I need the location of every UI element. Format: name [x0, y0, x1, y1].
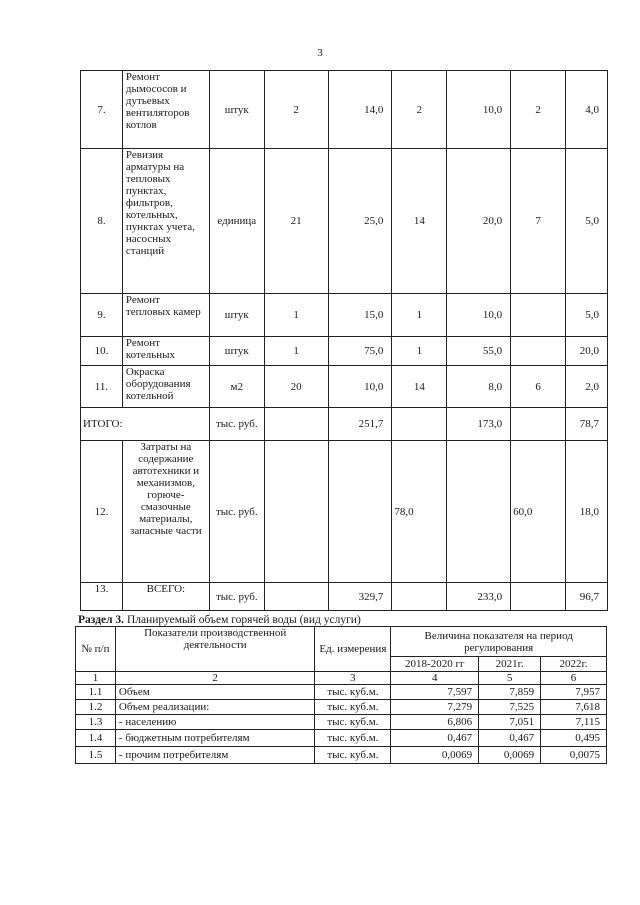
row-number: 1.3	[76, 715, 116, 730]
qty-2021: 1	[392, 294, 447, 337]
cost-2021: 8,0	[447, 366, 511, 408]
value-2022: 7,618	[541, 700, 607, 715]
qty-total: 2	[264, 71, 328, 149]
header-year: 2021г.	[479, 657, 541, 672]
cost-2021: 173,0	[447, 408, 511, 441]
qty-2022	[511, 294, 566, 337]
row-number: 13.	[81, 583, 123, 611]
row-number: 12.	[81, 441, 123, 583]
table-row	[76, 730, 607, 747]
indicator-name: - бюджетным потребителям	[115, 730, 315, 747]
cost-2022: 96,7	[566, 583, 608, 611]
table-row	[81, 294, 608, 337]
value-2018-2020: 0,467	[391, 730, 479, 747]
unit: м2	[209, 366, 264, 408]
indicator-name: Объем реализации:	[115, 700, 315, 715]
qty-2022: 2	[511, 71, 566, 149]
colnum-row	[76, 672, 607, 685]
work-name: Ремонт тепловых камер	[122, 294, 209, 337]
table-row	[81, 149, 608, 294]
table-row	[81, 441, 608, 583]
unit: тыс. руб.	[209, 441, 264, 583]
value-2022: 7,957	[541, 685, 607, 700]
table-row	[81, 71, 608, 149]
hot-water-volume-table	[75, 626, 607, 764]
section-title: Планируемый объем горячей воды (вид услуги)	[124, 614, 361, 626]
row-number: 1.2	[76, 700, 116, 715]
qty-2021: 2	[392, 71, 447, 149]
section-prefix: Раздел 3.	[78, 614, 125, 626]
cost-2021: 55,0	[447, 337, 511, 366]
colnum: 1	[76, 672, 116, 685]
cost-2022: 5,0	[566, 149, 608, 294]
qty-2021: 14	[392, 366, 447, 408]
colnum: 3	[315, 672, 391, 685]
qty-total: 21	[264, 149, 328, 294]
value-2018-2020: 7,597	[391, 685, 479, 700]
section-heading	[78, 614, 361, 626]
table-row	[81, 366, 608, 408]
cost-total: 75,0	[328, 337, 392, 366]
table-row	[76, 685, 607, 700]
cost-2022: 4,0	[566, 71, 608, 149]
work-name: Окраска оборудования котельной	[122, 366, 209, 408]
row-number: 8.	[81, 149, 123, 294]
qty-2021: 14	[392, 149, 447, 294]
cost-total: 25,0	[328, 149, 392, 294]
unit: штук	[209, 337, 264, 366]
unit: тыс. руб.	[209, 408, 264, 441]
unit: тыс. руб.	[209, 583, 264, 611]
qty-2022	[511, 337, 566, 366]
row-number: 9.	[81, 294, 123, 337]
value-2022: 0,0075	[541, 747, 607, 764]
cost-total: 10,0	[328, 366, 392, 408]
value-2022: 7,115	[541, 715, 607, 730]
unit: тыс. куб.м.	[315, 685, 391, 700]
header-unit: Ед. измерения	[315, 627, 391, 672]
works-table	[80, 70, 608, 611]
qty-2022: 7	[511, 149, 566, 294]
colnum: 5	[479, 672, 541, 685]
header-indicators: Показатели производственной деятельности	[115, 627, 315, 672]
value-2021: 7,525	[479, 700, 541, 715]
unit: тыс. куб.м.	[315, 715, 391, 730]
indicator-name: - прочим потребителям	[115, 747, 315, 764]
value-2018-2020: 6,806	[391, 715, 479, 730]
cost-2021: 10,0	[447, 294, 511, 337]
header-year: 2018-2020 гг	[391, 657, 479, 672]
colnum: 6	[541, 672, 607, 685]
itogo-row	[81, 408, 608, 441]
work-name: Ремонт котельных	[122, 337, 209, 366]
value-2018-2020: 0,0069	[391, 747, 479, 764]
table-row	[76, 700, 607, 715]
qty-total: 1	[264, 337, 328, 366]
cost-2022: 5,0	[566, 294, 608, 337]
work-name: Ревизия арматуры на тепловых пунктах, фильтров, котельных, пунктах учета, насосных станций	[122, 149, 209, 294]
cost-total: 15,0	[328, 294, 392, 337]
header-row	[76, 627, 607, 657]
table-row	[81, 337, 608, 366]
unit: штук	[209, 71, 264, 149]
vsego-row	[81, 583, 608, 611]
cost-2021: 233,0	[447, 583, 511, 611]
table-row	[76, 715, 607, 730]
row-number: 1.5	[76, 747, 116, 764]
colnum: 4	[391, 672, 479, 685]
vsego-label: ВСЕГО:	[122, 583, 209, 611]
cost-total: 78,0	[392, 441, 447, 583]
cost-total: 251,7	[328, 408, 392, 441]
header-year: 2022г.	[541, 657, 607, 672]
unit: тыс. куб.м.	[315, 700, 391, 715]
page-number: 3	[317, 47, 323, 59]
itogo-label: ИТОГО:	[81, 408, 210, 441]
qty-total: 20	[264, 366, 328, 408]
value-2021: 0,0069	[479, 747, 541, 764]
row-number: 1.4	[76, 730, 116, 747]
cost-2021: 10,0	[447, 71, 511, 149]
indicator-name: - населению	[115, 715, 315, 730]
value-2018-2020: 7,279	[391, 700, 479, 715]
header-num: № п/п	[76, 627, 116, 672]
unit: тыс. куб.м.	[315, 747, 391, 764]
header-value: Величина показателя на период регулирования	[391, 627, 607, 657]
qty-total: 1	[264, 294, 328, 337]
row-number: 11.	[81, 366, 123, 408]
value-2021: 0,467	[479, 730, 541, 747]
qty-2022: 6	[511, 366, 566, 408]
colnum: 2	[115, 672, 315, 685]
unit: тыс. куб.м.	[315, 730, 391, 747]
row-number: 1.1	[76, 685, 116, 700]
row-number: 7.	[81, 71, 123, 149]
value-2021: 7,859	[479, 685, 541, 700]
work-name: Затраты на содержание автотехники и механизмов, горюче-смазочные материалы, запасные части	[122, 441, 209, 583]
unit: штук	[209, 294, 264, 337]
cost-2021: 20,0	[447, 149, 511, 294]
cost-total: 14,0	[328, 71, 392, 149]
cost-2022: 2,0	[566, 366, 608, 408]
row-number: 10.	[81, 337, 123, 366]
unit: единица	[209, 149, 264, 294]
table-row	[76, 747, 607, 764]
qty-2021: 1	[392, 337, 447, 366]
value-2022: 0,495	[541, 730, 607, 747]
cost-2022: 20,0	[566, 337, 608, 366]
cost-2022: 78,7	[566, 408, 608, 441]
indicator-name: Объем	[115, 685, 315, 700]
work-name: Ремонт дымососов и дутьевых вентиляторов котлов	[122, 71, 209, 149]
cost-2021: 60,0	[511, 441, 566, 583]
cost-2022: 18,0	[566, 441, 608, 583]
value-2021: 7,051	[479, 715, 541, 730]
cost-total: 329,7	[328, 583, 392, 611]
